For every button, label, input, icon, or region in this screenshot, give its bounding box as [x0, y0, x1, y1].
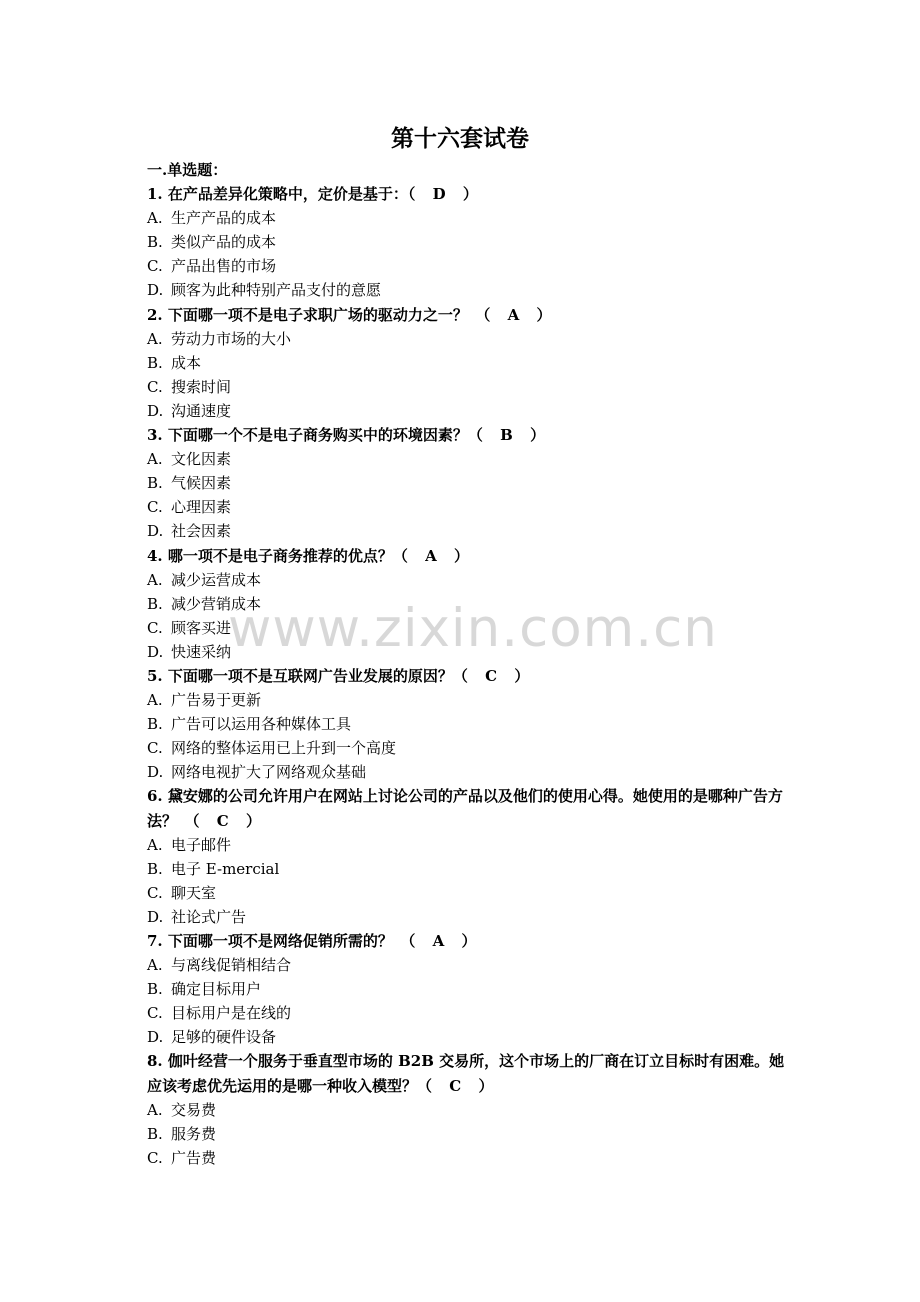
option-item	[147, 760, 787, 784]
option-item	[147, 592, 787, 616]
question-answer: C	[449, 1076, 462, 1095]
option-letter: A.	[147, 329, 163, 348]
option-text: 网络电视扩大了网络观众基础	[171, 763, 367, 782]
option-letter: A.	[147, 570, 163, 589]
option-item	[147, 1025, 787, 1049]
option-item	[147, 327, 787, 351]
option-text: 足够的硬件设备	[171, 1028, 277, 1047]
option-text: 广告易于更新	[171, 691, 262, 710]
option-letter: D.	[147, 763, 164, 782]
option-letter: C.	[147, 498, 163, 517]
option-item	[147, 278, 787, 302]
option-letter: D.	[147, 401, 164, 420]
option-letter: B.	[147, 353, 163, 372]
option-text: 社会因素	[171, 522, 232, 541]
option-letter: C.	[147, 739, 163, 758]
question-number: 4.	[147, 546, 163, 565]
option-item	[147, 519, 787, 543]
option-letter: C.	[147, 883, 163, 902]
option-text: 顾客为此种特别产品支付的意愿	[171, 281, 382, 300]
option-item	[147, 351, 787, 375]
option-text: 交易费	[171, 1100, 217, 1119]
option-item	[147, 1146, 787, 1170]
question-close: ）	[245, 811, 261, 830]
option-letter: A.	[147, 956, 163, 975]
option-item	[147, 375, 787, 399]
page-title: 第十六套试卷	[391, 125, 529, 152]
question-close: ）	[478, 1076, 494, 1095]
question-3	[147, 423, 787, 447]
option-letter: D.	[147, 522, 164, 541]
option-letter: B.	[147, 233, 163, 252]
option-text: 沟通速度	[171, 401, 232, 420]
option-letter: B.	[147, 594, 163, 613]
question-7	[147, 929, 787, 953]
option-text: 气候因素	[171, 474, 232, 493]
option-item	[147, 495, 787, 519]
option-letter: A.	[147, 450, 163, 469]
option-text: 产品出售的市场	[171, 257, 277, 276]
option-text: 减少运营成本	[171, 570, 262, 589]
option-letter: A.	[147, 1100, 163, 1119]
option-letter: D.	[147, 281, 164, 300]
question-text: 下面哪一项不是电子求职广场的驱动力之一？ （	[167, 305, 491, 324]
question-text: 哪一项不是电子商务推荐的优点？（	[167, 546, 408, 565]
question-text: 下面哪一项不是网络促销所需的？ （	[167, 932, 416, 950]
option-item	[147, 712, 787, 736]
option-letter: C.	[147, 257, 163, 276]
question-2	[147, 303, 787, 327]
question-text: 在产品差异化策略中，定价是基于：（	[167, 185, 416, 204]
question-text: 下面哪一个不是电子商务购买中的环境因素？（	[167, 426, 483, 445]
question-text: 伽叶经营一个服务于垂直型市场的 B2B 交易所，这个市场上的厂商在订立目标时有困难。她应该考虑优先运用的是哪一种收入模型？（	[147, 1052, 785, 1095]
option-text: 生产产品的成本	[171, 209, 277, 228]
question-number: 6.	[147, 787, 163, 806]
option-text: 网络的整体运用已上升到一个高度	[171, 739, 397, 758]
option-letter: B.	[147, 980, 163, 999]
option-item	[147, 881, 787, 905]
question-number: 7.	[147, 932, 163, 950]
question-close: ）	[514, 666, 530, 685]
question-answer: B	[500, 426, 513, 445]
option-item	[147, 399, 787, 423]
option-text: 搜索时间	[171, 377, 232, 396]
question-number: 1.	[147, 185, 163, 204]
option-item	[147, 977, 787, 1001]
question-text: 黛安娜的公司允许用户在网站上讨论公司的产品以及他们的使用心得。她使用的是哪种广告方法？ （	[147, 787, 783, 830]
question-answer: C	[485, 666, 498, 685]
question-close: ）	[530, 426, 546, 445]
option-text: 快速采纳	[171, 642, 232, 661]
option-text: 文化因素	[171, 450, 232, 469]
option-text: 目标用户是在线的	[171, 1004, 292, 1023]
exam-content	[147, 158, 787, 1170]
option-item	[147, 640, 787, 664]
option-item	[147, 1001, 787, 1025]
option-letter: D.	[147, 1028, 164, 1047]
option-item	[147, 736, 787, 760]
option-text: 确定目标用户	[171, 980, 262, 999]
option-item	[147, 1098, 787, 1122]
question-5	[147, 664, 787, 688]
option-letter: A.	[147, 209, 163, 228]
option-letter: B.	[147, 1124, 163, 1143]
question-close: ）	[536, 305, 552, 324]
question-answer: C	[216, 811, 229, 830]
option-text: 社论式广告	[171, 907, 247, 926]
option-letter: B.	[147, 474, 163, 493]
question-close: ）	[461, 932, 477, 950]
section-heading: 一.单选题：	[147, 161, 228, 179]
option-letter: D.	[147, 642, 164, 661]
question-answer: A	[432, 932, 445, 950]
option-text: 心理因素	[171, 498, 232, 517]
option-item	[147, 447, 787, 471]
option-text: 成本	[171, 353, 202, 372]
question-answer: A	[425, 546, 437, 565]
question-number: 8.	[147, 1052, 163, 1071]
option-text: 与离线促销相结合	[171, 956, 292, 975]
option-letter: C.	[147, 377, 163, 396]
option-text: 电子 E-mercial	[171, 859, 280, 878]
option-item	[147, 1122, 787, 1146]
question-close: ）	[462, 185, 478, 204]
option-text: 聊天室	[171, 883, 217, 902]
option-item	[147, 905, 787, 929]
option-text: 减少营销成本	[171, 594, 262, 613]
option-item	[147, 254, 787, 278]
option-item	[147, 857, 787, 881]
option-text: 劳动力市场的大小	[171, 329, 292, 348]
option-letter: C.	[147, 618, 163, 637]
option-letter: C.	[147, 1148, 163, 1167]
question-number: 2.	[147, 305, 163, 324]
option-item	[147, 568, 787, 592]
question-answer: A	[507, 305, 520, 324]
option-text: 类似产品的成本	[171, 233, 277, 252]
question-1	[147, 182, 787, 206]
option-item	[147, 206, 787, 230]
option-text: 广告可以运用各种媒体工具	[171, 715, 352, 734]
watermark: www.zixin.com.cn	[228, 598, 718, 659]
option-letter: C.	[147, 1004, 163, 1023]
option-letter: A.	[147, 835, 163, 854]
option-item	[147, 616, 787, 640]
option-letter: D.	[147, 907, 164, 926]
option-item	[147, 688, 787, 712]
question-8	[147, 1049, 787, 1097]
option-item	[147, 230, 787, 254]
option-text: 电子邮件	[171, 835, 232, 854]
option-text: 广告费	[171, 1148, 217, 1167]
option-item	[147, 953, 787, 977]
question-answer: D	[432, 185, 446, 204]
option-item	[147, 833, 787, 857]
option-letter: B.	[147, 715, 163, 734]
question-4	[147, 544, 787, 568]
question-6	[147, 784, 787, 832]
option-letter: A.	[147, 691, 163, 710]
question-number: 5.	[147, 666, 163, 685]
option-text: 服务费	[171, 1124, 217, 1143]
question-number: 3.	[147, 426, 163, 445]
question-text: 下面哪一项不是互联网广告业发展的原因？（	[167, 666, 468, 685]
question-close: ）	[454, 546, 470, 565]
option-text: 顾客买进	[171, 618, 232, 637]
option-item	[147, 471, 787, 495]
option-letter: B.	[147, 859, 163, 878]
